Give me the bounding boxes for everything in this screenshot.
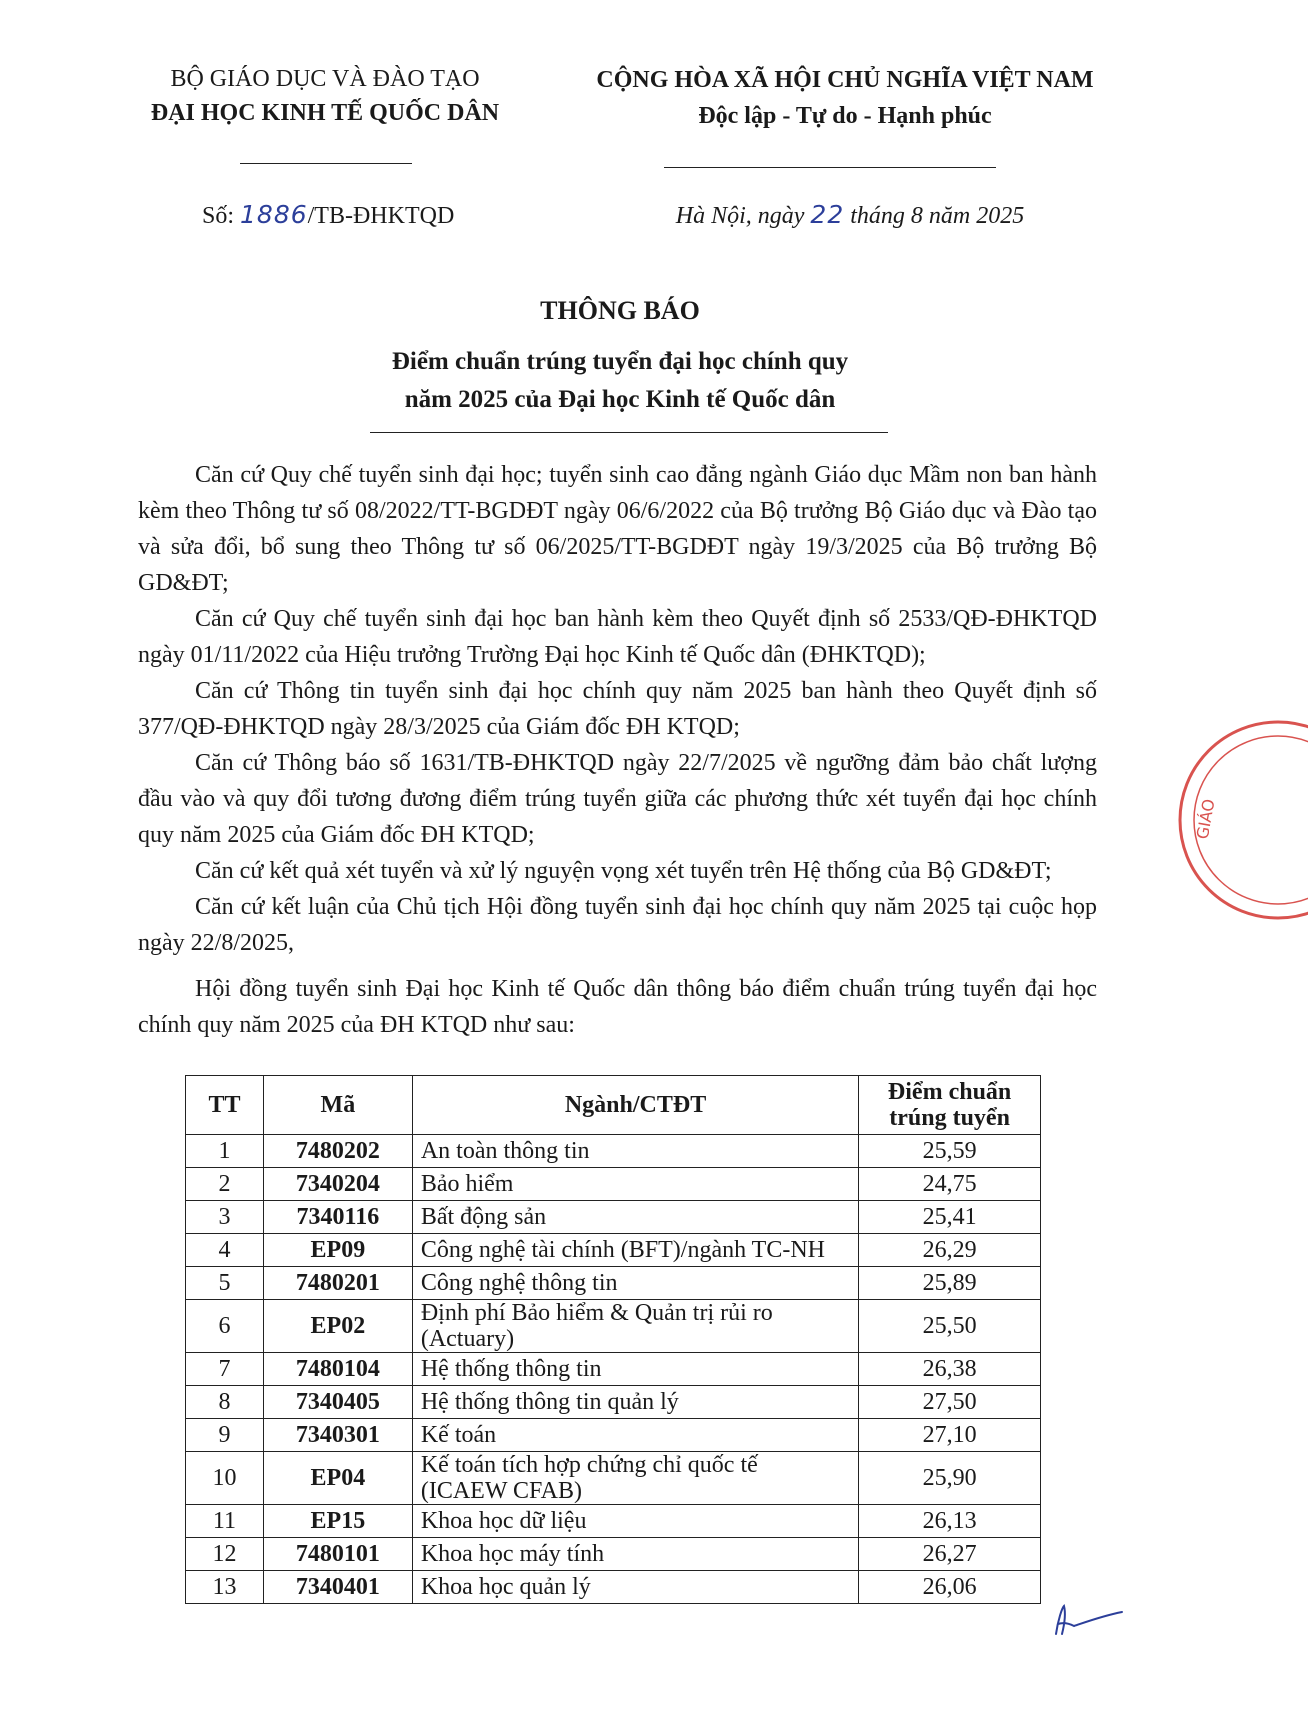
country-name: CỘNG HÒA XÃ HỘI CHỦ NGHĨA VIỆT NAM [596,67,1094,93]
date-line [600,200,1100,230]
header-diem-line-2: trúng tuyển [889,1105,1010,1131]
cell-nganh: Hệ thống thông tin [412,1353,858,1386]
cell-diem: 26,06 [859,1571,1041,1604]
cell-nganh: Công nghệ thông tin [412,1267,858,1300]
seal-text: GIÁO [1192,797,1219,841]
document-number [202,200,454,230]
cell-ma: 7480104 [263,1353,412,1386]
cell-ma: 7340204 [263,1168,412,1201]
cell-nganh: Bảo hiểm [412,1168,858,1201]
cell-ma: 7340401 [263,1571,412,1604]
cell-ma: EP15 [263,1505,412,1538]
table-row [186,1538,1041,1571]
document-title: THÔNG BÁO [540,296,700,325]
header-tt: TT [186,1076,264,1135]
cell-ma: 7480101 [263,1538,412,1571]
table-row [186,1168,1041,1201]
red-seal-stamp [1168,720,1308,920]
cell-tt: 12 [186,1538,264,1571]
table-row [186,1353,1041,1386]
cell-nganh: An toàn thông tin [412,1135,858,1168]
subtitle-line-2: năm 2025 của Đại học Kinh tế Quốc dân [404,386,836,413]
subtitle-line-1: Điểm chuẩn trúng tuyển đại học chính quy [391,348,849,375]
cell-nganh-line-2: (ICAEW CFAB) [420,1478,582,1504]
cell-ma: 7480201 [263,1267,412,1300]
admission-scores-table [185,1075,1041,1604]
table-row [186,1452,1041,1505]
national-header [560,62,1130,134]
cell-ma: 7340116 [263,1201,412,1234]
cell-nganh: Bất động sản [412,1201,858,1234]
legal-basis-paragraph: Căn cứ Thông báo số 1631/TB-ĐHKTQD ngày 22/7/2025 về ngưỡng đảm bảo chất lượng đầu vào và quy đổi tương đương điểm trúng tuyển giữa các phương thức xét tuyển đại học chính quy năm 2025 của Giám đốc ĐH KTQD; [138,750,1097,848]
table-row [186,1300,1041,1353]
doc-number-suffix: /TB-ĐHKTQD [307,203,455,229]
ministry-name: BỘ GIÁO DỤC VÀ ĐÀO TẠO [170,66,480,92]
table-row [186,1386,1041,1419]
cell-tt: 10 [186,1452,264,1505]
cell-diem: 25,50 [859,1300,1041,1353]
cell-tt: 7 [186,1353,264,1386]
cell-tt: 5 [186,1267,264,1300]
cell-nganh: Khoa học quản lý [412,1571,858,1604]
cell-tt: 9 [186,1419,264,1452]
cell-nganh [412,1300,858,1353]
header-nganh: Ngành/CTĐT [412,1076,858,1135]
subtitle-underline [370,432,888,433]
legal-basis-paragraph: Căn cứ kết luận của Chủ tịch Hội đồng tuyển sinh đại học chính quy năm 2025 tại cuộc họp ngày 22/8/2025, [138,894,1097,956]
table-header-row [186,1076,1041,1135]
table-row [186,1234,1041,1267]
cell-diem: 25,59 [859,1135,1041,1168]
document-subtitle [130,343,1110,419]
table-row [186,1505,1041,1538]
cell-nganh [412,1452,858,1505]
legal-basis-paragraph: Căn cứ Thông tin tuyển sinh đại học chính quy năm 2025 ban hành theo Quyết định số 377/QĐ-ĐHKTQD ngày 28/3/2025 của Giám đốc ĐH KTQD; [138,678,1097,740]
cell-ma: 7480202 [263,1135,412,1168]
cell-nganh: Kế toán [412,1419,858,1452]
cell-nganh-line-1: Kế toán tích hợp chứng chỉ quốc tế [420,1452,758,1478]
table-row [186,1267,1041,1300]
cell-diem: 26,27 [859,1538,1041,1571]
issuer-underline [240,163,412,164]
legal-basis-paragraph: Căn cứ Quy chế tuyển sinh đại học ban hành kèm theo Quyết định số 2533/QĐ-ĐHKTQD ngày 01/11/2022 của Hiệu trưởng Trường Đại học Kinh tế Quốc dân (ĐHKTQD); [138,606,1097,668]
cell-tt: 3 [186,1201,264,1234]
table-row [186,1201,1041,1234]
doc-number-prefix: Số: [202,203,241,229]
cell-ma: EP09 [263,1234,412,1267]
initial-signature-mark [1048,1600,1128,1640]
cell-diem: 26,29 [859,1234,1041,1267]
cell-ma: 7340405 [263,1386,412,1419]
cell-diem: 25,41 [859,1201,1041,1234]
legal-basis-paragraph: Căn cứ kết quả xét tuyển và xử lý nguyện vọng xét tuyển trên Hệ thống của Bộ GD&ĐT; [195,858,1052,884]
table-row [186,1571,1041,1604]
cell-tt: 6 [186,1300,264,1353]
header-diem-line-1: Điểm chuẩn [887,1079,1012,1105]
header-diem [859,1076,1041,1135]
cell-tt: 11 [186,1505,264,1538]
cell-diem: 26,13 [859,1505,1041,1538]
handwritten-day: 22 [810,200,845,229]
cell-nganh: Hệ thống thông tin quản lý [412,1386,858,1419]
table-row [186,1419,1041,1452]
signature-stroke [1056,1606,1122,1634]
document-body [138,457,1097,1043]
cell-nganh-line-2: (Actuary) [420,1326,515,1352]
cell-diem: 27,50 [859,1386,1041,1419]
cell-tt: 4 [186,1234,264,1267]
cell-diem: 25,90 [859,1452,1041,1505]
cell-nganh-line-1: Định phí Bảo hiểm & Quản trị rủi ro [420,1300,773,1326]
table-row [186,1135,1041,1168]
cell-tt: 13 [186,1571,264,1604]
cell-diem: 27,10 [859,1419,1041,1452]
cell-nganh: Khoa học máy tính [412,1538,858,1571]
cell-ma: 7340301 [263,1419,412,1452]
announcement-paragraph: Hội đồng tuyển sinh Đại học Kinh tế Quốc dân thông báo điểm chuẩn trúng tuyển đại học chính quy năm 2025 của ĐH KTQD như sau: [138,976,1097,1038]
national-motto: Độc lập - Tự do - Hạnh phúc [698,103,992,129]
cell-diem: 24,75 [859,1168,1041,1201]
cell-nganh: Khoa học dữ liệu [412,1505,858,1538]
header-ma: Mã [263,1076,412,1135]
cell-diem: 26,38 [859,1353,1041,1386]
cell-nganh: Công nghệ tài chính (BFT)/ngành TC-NH [412,1234,858,1267]
date-suffix: tháng 8 năm 2025 [844,203,1025,229]
cell-ma: EP04 [263,1452,412,1505]
cell-tt: 1 [186,1135,264,1168]
university-name: ĐẠI HỌC KINH TẾ QUỐC DÂN [150,100,500,126]
motto-underline [664,167,996,168]
cell-diem: 25,89 [859,1267,1041,1300]
handwritten-doc-number: 1886 [240,200,308,229]
date-prefix: Hà Nội, ngày [675,203,811,229]
cell-tt: 2 [186,1168,264,1201]
cell-tt: 8 [186,1386,264,1419]
legal-basis-paragraph: Căn cứ Quy chế tuyển sinh đại học; tuyển sinh cao đẳng ngành Giáo dục Mầm non ban hành kèm theo Thông tư số 08/2022/TT-BGDĐT ngày 06/6/2022 của Bộ trưởng Bộ Giáo dục và Đào tạo và sửa đổi, bổ sung theo Thông tư số 06/2025/TT-BGDĐT ngày 19/3/2025 của Bộ trưởng Bộ GD&ĐT; [138,462,1097,596]
issuer-block [120,62,530,130]
cell-ma: EP02 [263,1300,412,1353]
